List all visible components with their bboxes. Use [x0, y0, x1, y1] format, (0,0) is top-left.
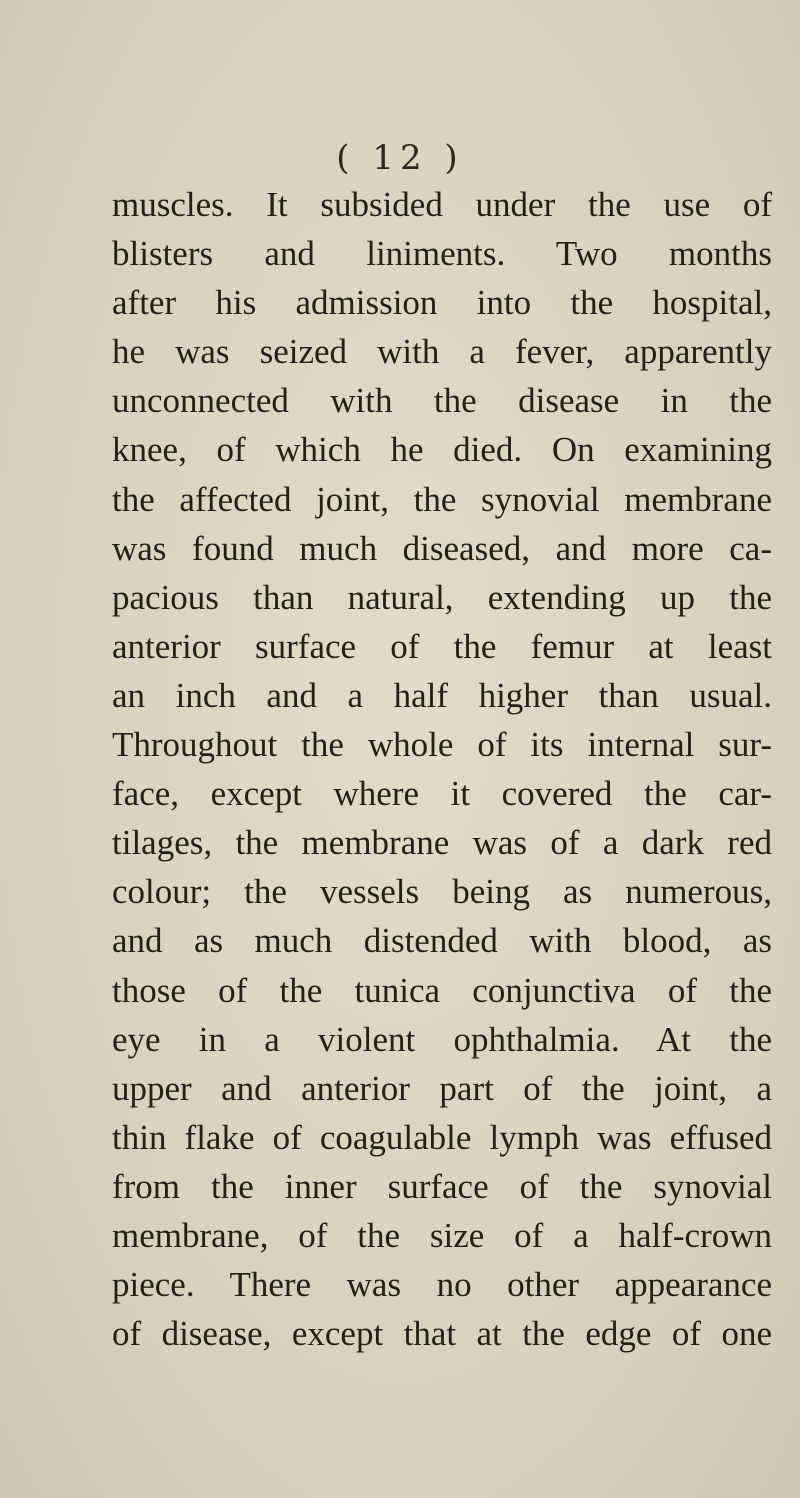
text-line: an inch and a half higher than usual.: [112, 675, 772, 715]
text-line: upper and anterior part of the joint, a: [112, 1068, 772, 1108]
text-line: was found much diseased, and more ca-: [112, 528, 772, 568]
text-line: unconnected with the disease in the: [112, 381, 772, 421]
text-line: blisters and liniments. Two months: [112, 234, 772, 274]
text-line: the affected joint, the synovial membrane: [112, 479, 772, 519]
text-line: anterior surface of the femur at least: [112, 626, 772, 666]
text-line: from the inner surface of the synovial: [112, 1166, 772, 1206]
text-line: eye in a violent ophthalmia. At the: [112, 1019, 772, 1059]
text-line: membrane, of the size of a half-crown: [112, 1215, 772, 1255]
text-line: face, except where it covered the car-: [112, 774, 772, 814]
text-line: after his admission into the hospital,: [112, 283, 772, 323]
text-line: tilages, the membrane was of a dark red: [112, 823, 772, 863]
page-number: ( 12 ): [336, 138, 464, 178]
text-line: muscles. It subsided under the use of: [112, 185, 772, 224]
body-text: [112, 180, 772, 1358]
text-line: and as much distended with blood, as: [112, 921, 772, 961]
text-line: thin flake of coagulable lymph was effused: [112, 1117, 772, 1157]
text-line: Throughout the whole of its internal sur-: [112, 725, 772, 765]
text-line: pacious than natural, extending up the: [112, 577, 772, 617]
text-line: of disease, except that at the edge of one: [112, 1314, 772, 1354]
text-line: he was seized with a fever, apparently: [112, 332, 772, 372]
text-line: those of the tunica conjunctiva of the: [112, 970, 772, 1010]
text-line: colour; the vessels being as numerous,: [112, 872, 772, 912]
text-line: knee, of which he died. On examining: [112, 430, 772, 470]
text-line: piece. There was no other appearance: [112, 1265, 772, 1305]
